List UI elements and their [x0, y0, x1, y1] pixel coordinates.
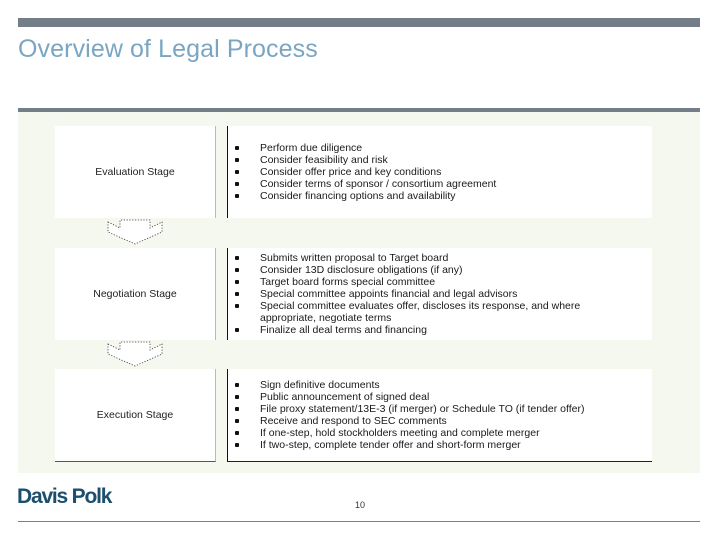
bullet-icon	[235, 328, 239, 332]
chevron-down-arrow-icon	[107, 341, 163, 371]
bullet-icon	[235, 419, 239, 423]
list-item: If one-step, hold stockholders meeting and complete merger	[234, 427, 652, 439]
footer-divider	[18, 521, 700, 522]
bullet-list	[234, 142, 652, 202]
bullet-icon	[235, 158, 239, 162]
stage-label: Negotiation Stage	[93, 288, 177, 300]
list-item: Submits written proposal to Target board	[234, 252, 652, 264]
stage-box-evaluation	[55, 126, 216, 218]
bullet-icon	[235, 443, 239, 447]
stage-details-negotiation	[227, 248, 652, 340]
list-item: Receive and respond to SEC comments	[234, 415, 652, 427]
bullet-icon	[235, 431, 239, 435]
bullet-icon	[235, 395, 239, 399]
list-item: Public announcement of signed deal	[234, 391, 652, 403]
list-item: Special committee evaluates offer, discloses its response, and where appropriate, negotiate terms	[234, 300, 652, 324]
header-top-bar	[18, 18, 700, 27]
bullet-icon	[235, 304, 239, 308]
slide-title: Overview of Legal Process	[18, 35, 318, 63]
list-item: Perform due diligence	[234, 142, 652, 154]
davis-polk-logo: Davis Polk	[17, 485, 112, 508]
stage-label: Evaluation Stage	[95, 166, 175, 178]
bullet-icon	[235, 268, 239, 272]
list-item: Consider offer price and key conditions	[234, 166, 652, 178]
bullet-icon	[235, 182, 239, 186]
bullet-icon	[235, 170, 239, 174]
bullet-list	[234, 379, 652, 451]
list-item: Target board forms special committee	[234, 276, 652, 288]
bullet-icon	[235, 280, 239, 284]
stage-box-execution	[55, 369, 216, 462]
bullet-list	[234, 252, 652, 336]
bullet-icon	[235, 383, 239, 387]
bullet-icon	[235, 146, 239, 150]
bullet-icon	[235, 407, 239, 411]
list-item: Special committee appoints financial and legal advisors	[234, 288, 652, 300]
list-item: Consider 13D disclosure obligations (if any)	[234, 264, 652, 276]
page-number: 10	[355, 500, 366, 510]
list-item: Consider feasibility and risk	[234, 154, 652, 166]
list-item: If two-step, complete tender offer and short-form merger	[234, 439, 652, 451]
stage-box-negotiation	[55, 248, 216, 340]
list-item: Consider financing options and availability	[234, 190, 652, 202]
list-item: Finalize all deal terms and financing	[234, 324, 652, 336]
bullet-icon	[235, 256, 239, 260]
bullet-icon	[235, 194, 239, 198]
stage-label: Execution Stage	[96, 409, 174, 421]
list-item: File proxy statement/13E-3 (if merger) or Schedule TO (if tender offer)	[234, 403, 652, 415]
bullet-icon	[235, 292, 239, 296]
stage-details-execution	[227, 369, 652, 462]
chevron-down-arrow-icon	[107, 219, 163, 249]
list-item: Consider terms of sponsor / consortium agreement	[234, 178, 652, 190]
list-item: Sign definitive documents	[234, 379, 652, 391]
stage-details-evaluation	[227, 126, 652, 218]
